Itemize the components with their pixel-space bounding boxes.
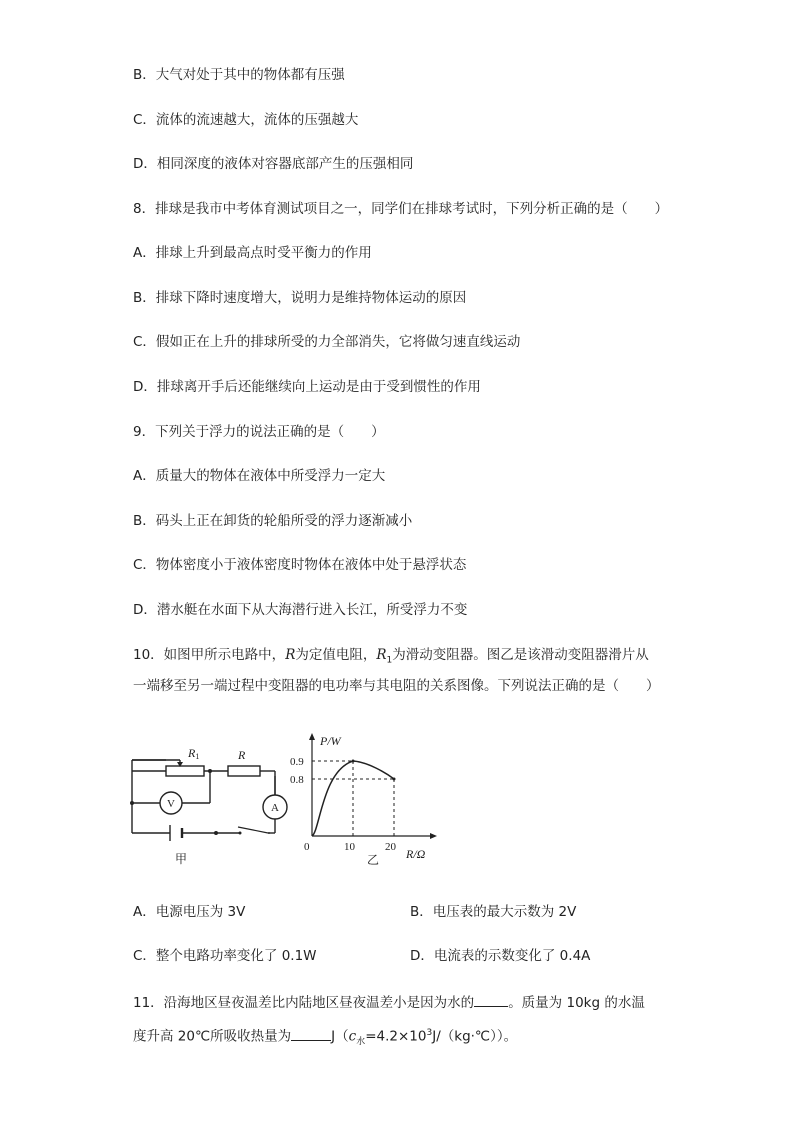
switch-lever — [238, 827, 268, 833]
q11-part1: 11．沿海地区昼夜温差比内陆地区昼夜温差小是因为水的 — [133, 995, 475, 1011]
q10-figure — [118, 728, 458, 878]
q11-blank-2[interactable] — [291, 1026, 331, 1041]
q10-stem-line1 — [133, 646, 649, 670]
q11-part5: J/（kg·℃））。 — [432, 1028, 518, 1045]
q9-option-d: D．潜水艇在水面下从大海潜行进入长江，所受浮力不变 — [133, 602, 468, 618]
ammeter-label: A — [271, 802, 279, 814]
q11-line2-part1: 度升高 20℃所吸收热量为 — [133, 1028, 292, 1045]
junction-dot — [208, 769, 212, 773]
switch-terminal — [239, 832, 242, 835]
q11-part2: 。质量为 10kg 的水温 — [508, 995, 645, 1011]
q10-stem-part1: 10．如图甲所示电路中， — [133, 647, 286, 663]
y-axis-arrow-icon — [309, 733, 315, 740]
resistor-r — [228, 766, 260, 776]
q7-option-b: B．大气对处于其中的物体都有压强 — [133, 67, 345, 83]
r1-label: R1 — [188, 746, 200, 761]
rheostat-r1 — [166, 766, 204, 776]
circuit-caption: 甲 — [175, 852, 188, 866]
q11-exponent: 3 — [426, 1028, 433, 1038]
x-tick-label-10: 10 — [344, 841, 355, 853]
q7-option-c: C．流体的流速越大，流体的压强越大 — [133, 112, 359, 128]
q9-option-a: A．质量大的物体在液体中所受浮力一定大 — [133, 468, 386, 484]
q11-line1 — [133, 992, 645, 1012]
q10-stem-part3: 为滑动变阻器。图乙是该滑动变阻器滑片从 — [392, 647, 649, 663]
q10-stem-part2: 为定值电阻， — [295, 647, 377, 663]
q11-part3: J（ — [331, 1028, 349, 1045]
r-label: R — [238, 748, 246, 762]
junction-dot — [130, 801, 134, 805]
q9-option-b: B．码头上正在卸货的轮船所受的浮力逐渐减小 — [133, 513, 413, 529]
switch-pivot — [214, 831, 218, 835]
y-tick-label-0.9: 0.9 — [290, 756, 304, 768]
x-axis-arrow-icon — [430, 833, 437, 839]
voltmeter-label: V — [167, 798, 175, 810]
q10-r1-symbol: R — [376, 647, 387, 663]
q11-blank-1[interactable] — [474, 992, 508, 1007]
q9-stem: 9．下列关于浮力的说法正确的是（ ） — [133, 424, 385, 440]
origin-label: 0 — [304, 841, 310, 853]
graph-caption: 乙 — [367, 853, 380, 867]
q11-part4: =4.2×10 — [365, 1028, 427, 1045]
x-tick-label-20: 20 — [385, 841, 396, 853]
power-resistance-graph — [290, 733, 437, 867]
q8-stem: 8．排球是我市中考体育测试项目之一，同学们在排球考试时，下列分析正确的是（ ） — [133, 201, 669, 217]
q8-option-a: A．排球上升到最高点时受平衡力的作用 — [133, 245, 372, 261]
q11-line2 — [133, 1024, 517, 1051]
q10-option-a: A．电源电压为 3V — [133, 904, 246, 920]
q10-r1-subscript: 1 — [386, 655, 393, 666]
q7-option-d: D．相同深度的液体对容器底部产生的压强相同 — [133, 156, 414, 172]
q11-c-symbol: c — [348, 1028, 357, 1045]
q10-stem-line2: 一端移至另一端过程中变阻器的电功率与其电阻的关系图像。下列说法正确的是（ ） — [133, 678, 660, 694]
q11-c-subscript: 水 — [356, 1037, 366, 1048]
q10-option-d: D．电流表的示数变化了 0.4A — [410, 948, 591, 964]
q8-option-c: C．假如正在上升的排球所受的力全部消失，它将做匀速直线运动 — [133, 334, 521, 350]
x-axis-label: R/Ω — [406, 847, 426, 861]
q8-option-d: D．排球离开手后还能继续向上运动是由于受到惯性的作用 — [133, 379, 481, 395]
y-axis-label: P/W — [320, 734, 341, 748]
q10-option-b: B．电压表的最大示数为 2V — [410, 904, 577, 920]
q10-option-c: C．整个电路功率变化了 0.1W — [133, 948, 317, 964]
q10-r-symbol: R — [285, 647, 296, 663]
q8-option-b: B．排球下降时速度增大，说明力是维持物体运动的原因 — [133, 290, 467, 306]
q9-option-c: C．物体密度小于液体密度时物体在液体中处于悬浮状态 — [133, 557, 467, 573]
y-tick-label-0.8: 0.8 — [290, 774, 304, 786]
